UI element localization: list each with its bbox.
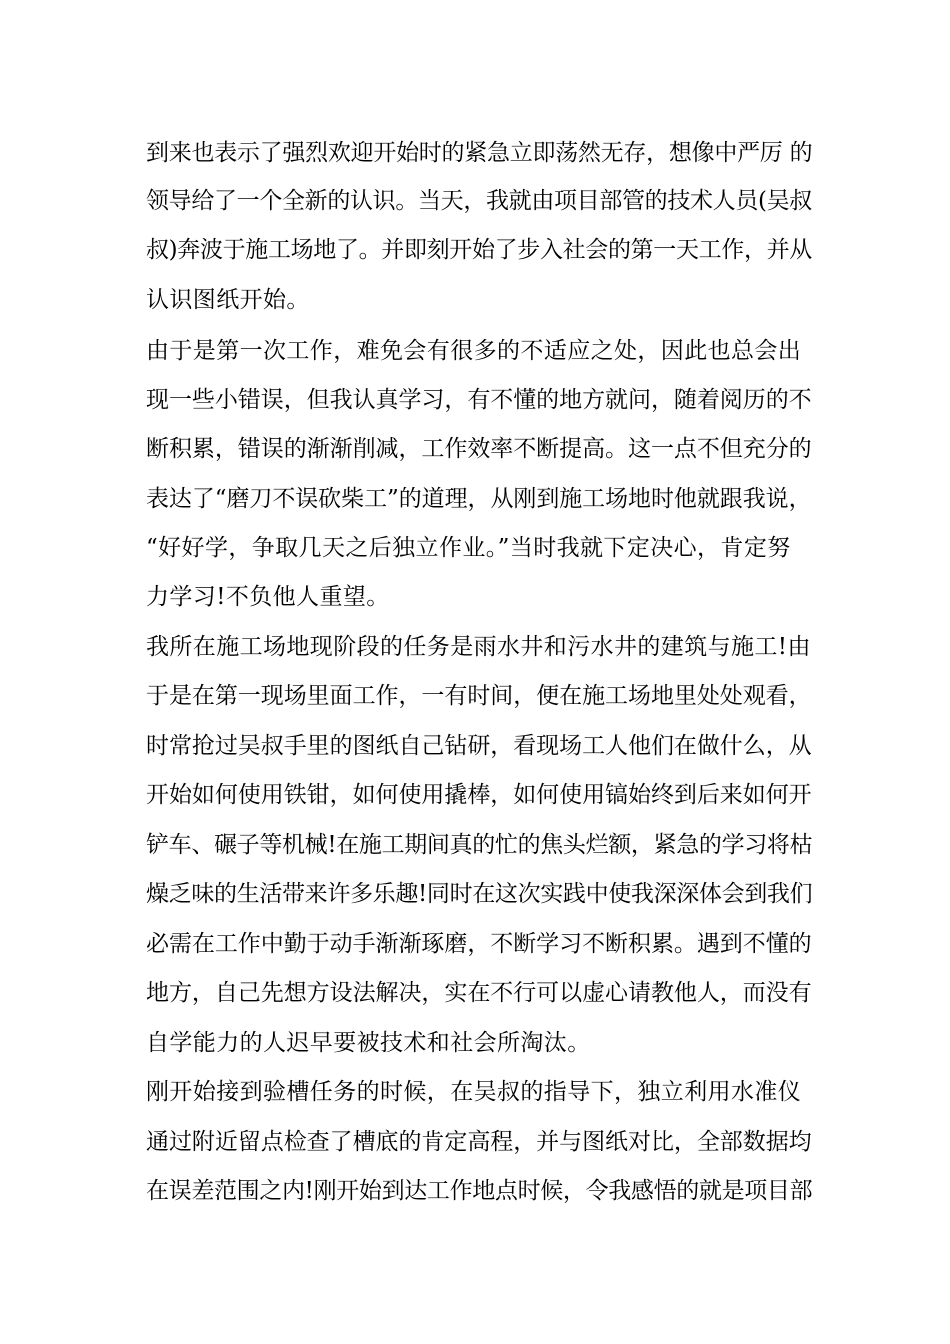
text-line: 时常抢过吴叔手里的图纸自己钻研，看现场工人他们在做什么，从	[146, 733, 812, 759]
text-line: 由于是第一次工作，难免会有很多的不适应之处，因此也总会出	[146, 338, 802, 364]
text-line: 刚开始接到验槽任务的时候，在吴叔的指导下，独立利用水准仪	[146, 1079, 802, 1105]
text-line: 叔)奔波于施工场地了。并即刻开始了步入社会的第一天工作，并从	[146, 237, 812, 263]
text-line: 自学能力的人迟早要被技术和社会所淘汰。	[146, 1030, 591, 1056]
text-line: 于是在第一现场里面工作，一有时间，便在施工场地里处处观看，	[146, 683, 812, 709]
text-line: 必需在工作中勤于动手渐渐琢磨，不断学习不断积累。遇到不懂的	[146, 931, 812, 957]
text-line: 通过附近留点检查了槽底的肯定高程，并与图纸对比，全部数据均	[146, 1129, 812, 1155]
text-line: 力学习!不负他人重望。	[146, 584, 390, 610]
text-line: 到来也表示了强烈欢迎开始时的紧急立即荡然无存，想像中严厉 的	[146, 140, 813, 166]
text-line: “好好学，争取几天之后独立作业。”当时我就下定决心，肯定努	[146, 535, 791, 561]
text-line: 开始如何使用铁钳，如何使用撬棒，如何使用镐始终到后来如何开	[146, 782, 812, 808]
text-line: 我所在施工场地现阶段的任务是雨水井和污水井的建筑与施工!由	[146, 634, 811, 660]
text-line: 地方，自己先想方设法解决，实在不行可以虚心请教他人，而没有	[146, 980, 812, 1006]
text-line: 在误差范围之内!刚开始到达工作地点时候，令我感悟的就是项目部	[146, 1178, 813, 1204]
text-line: 现一些小错误，但我认真学习，有不懂的地方就问，随着阅历的不	[146, 387, 812, 413]
text-line: 领导给了一个全新的认识。当天，我就由项目部管的技术人员(吴叔	[146, 188, 812, 214]
text-line: 铲车、碾子等机械!在施工期间真的忙的焦头烂额，紧急的学习将枯	[146, 832, 813, 858]
text-line: 断积累，错误的渐渐削减，工作效率不断提高。这一点不但充分的	[146, 436, 812, 462]
text-line: 燥乏味的生活带来许多乐趣!同时在这次实践中使我深深体会到我们	[146, 881, 813, 907]
text-line: 表达了“磨刀不误砍柴工”的道理，从刚到施工场地时他就跟我说，	[146, 486, 812, 512]
text-line: 认识图纸开始。	[146, 287, 310, 313]
